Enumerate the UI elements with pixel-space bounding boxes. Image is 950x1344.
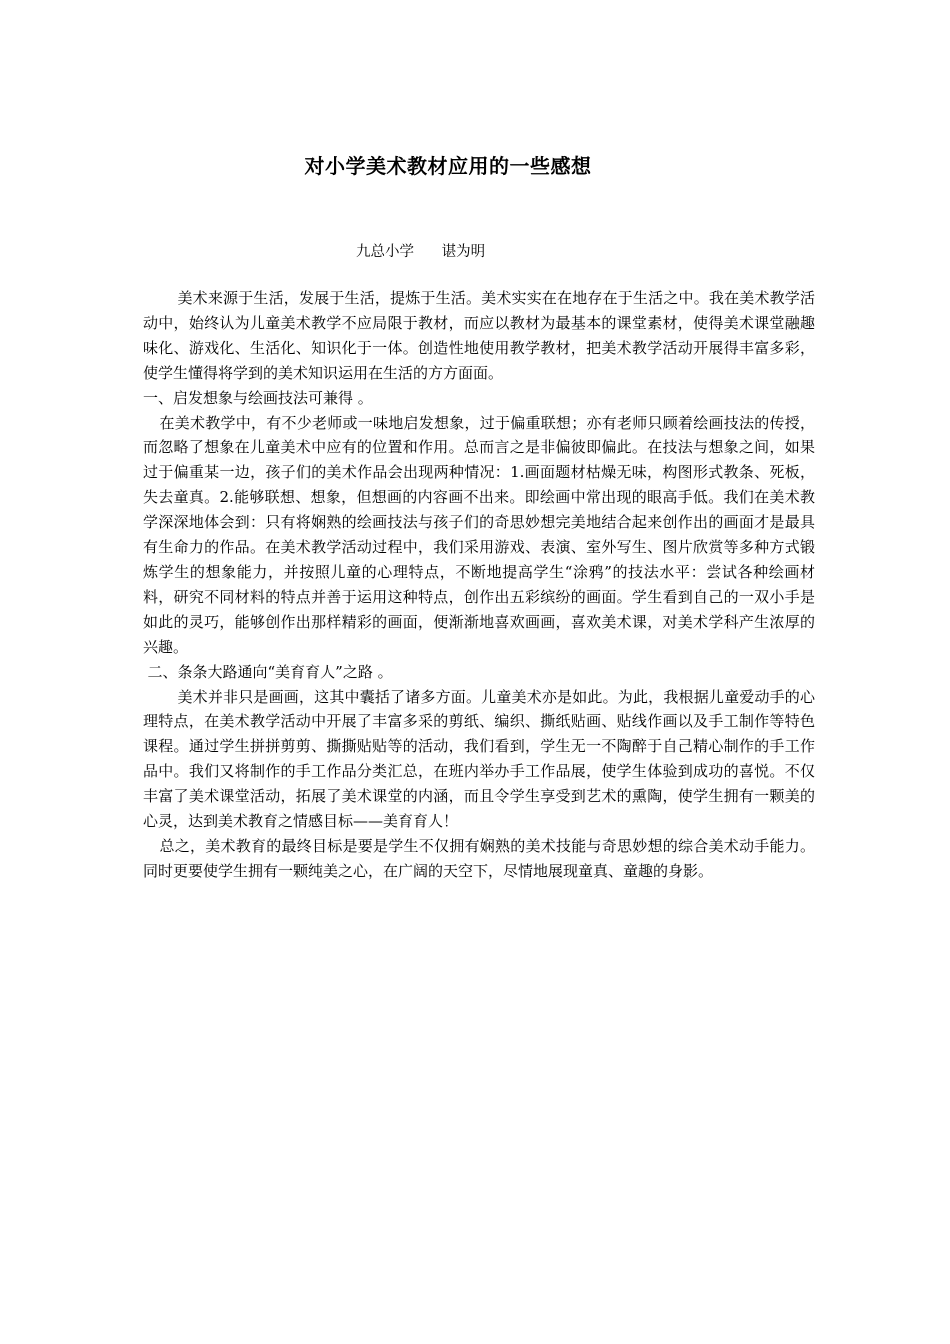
section-heading-2: 二、条条大路通向“美育育人”之路 。 <box>147 662 393 681</box>
document-body <box>143 286 815 884</box>
document-title: 对小学美术教材应用的一些感想 <box>304 154 592 178</box>
author-byline: 九总小学 谌为明 <box>356 244 486 260</box>
conclusion-paragraph: 总之，美术教育的最终目标是要是学生不仅拥有娴熟的美术技能与奇思妙想的综合美术动手能力。同时更要使学生拥有一颗纯美之心，在广阔的天空下，尽情地展现童真、童趣的身影。 <box>143 836 815 880</box>
section-2-paragraph: 美术并非只是画画，这其中囊括了诸多方面。儿童美术亦是如此。为此，我根据儿童爱动手的心理特点，在美术教学活动中开展了丰富多采的剪纸、编织、撕纸贴画、贴线作画以及手工制作等特色课程。通过学生拼拼剪剪、撕撕贴贴等的活动，我们看到，学生无一不陶醉于自己精心制作的手工作品中。我们又将制作的手工作品分类汇总，在班内举办手工作品展，使学生体验到成功的喜悦。不仅丰富了美术课堂活动，拓展了美术课堂的内涵，而且令学生享受到艺术的熏陶，使学生拥有一颗美的心灵，达到美术教育之情感目标——美育育人！ <box>143 687 815 831</box>
section-heading-1: 一、启发想象与绘画技法可兼得 。 <box>143 388 373 407</box>
section-1-paragraph: 在美术教学中，有不少老师或一味地启发想象，过于偏重联想；亦有老师只顾着绘画技法的传授，而忽略了想象在儿童美术中应有的位置和作用。总而言之是非偏彼即偏此。在技法与想象之间，如果过于偏重某一边，孩子们的美术作品会出现两种情况：1.画面题材枯燥无味，构图形式教条、死板，失去童真。2.能够联想、想象，但想画的内容画不出来。即绘画中常出现的眼高手低。我们在美术教学深深地体会到：只有将娴熟的绘画技法与孩子们的奇思妙想完美地结合起来创作出的画面才是最具有生命力的作品。在美术教学活动过程中，我们采用游戏、表演、室外写生、图片欣赏等多种方式锻炼学生的想象能力，并按照儿童的心理特点，不断地提高学生“涂鸦”的技法水平：尝试各种绘画材料，研究不同材料的特点并善于运用这种特点，创作出五彩缤纷的画面。学生看到自己的一双小手是如此的灵巧，能够创作出那样精彩的画面，便渐渐地喜欢画画，喜欢美术课，对美术学科产生浓厚的兴趣。 <box>143 413 815 656</box>
intro-paragraph: 美术来源于生活，发展于生活，提炼于生活。美术实实在在地存在于生活之中。我在美术教学活动中，始终认为儿童美术教学不应局限于教材，而应以教材为最基本的课堂素材，使得美术课堂融趣味化、游戏化、生活化、知识化于一体。创造性地使用教学教材，把美术教学活动开展得丰富多彩，使学生懂得将学到的美术知识运用在生活的方方面面。 <box>143 289 815 382</box>
